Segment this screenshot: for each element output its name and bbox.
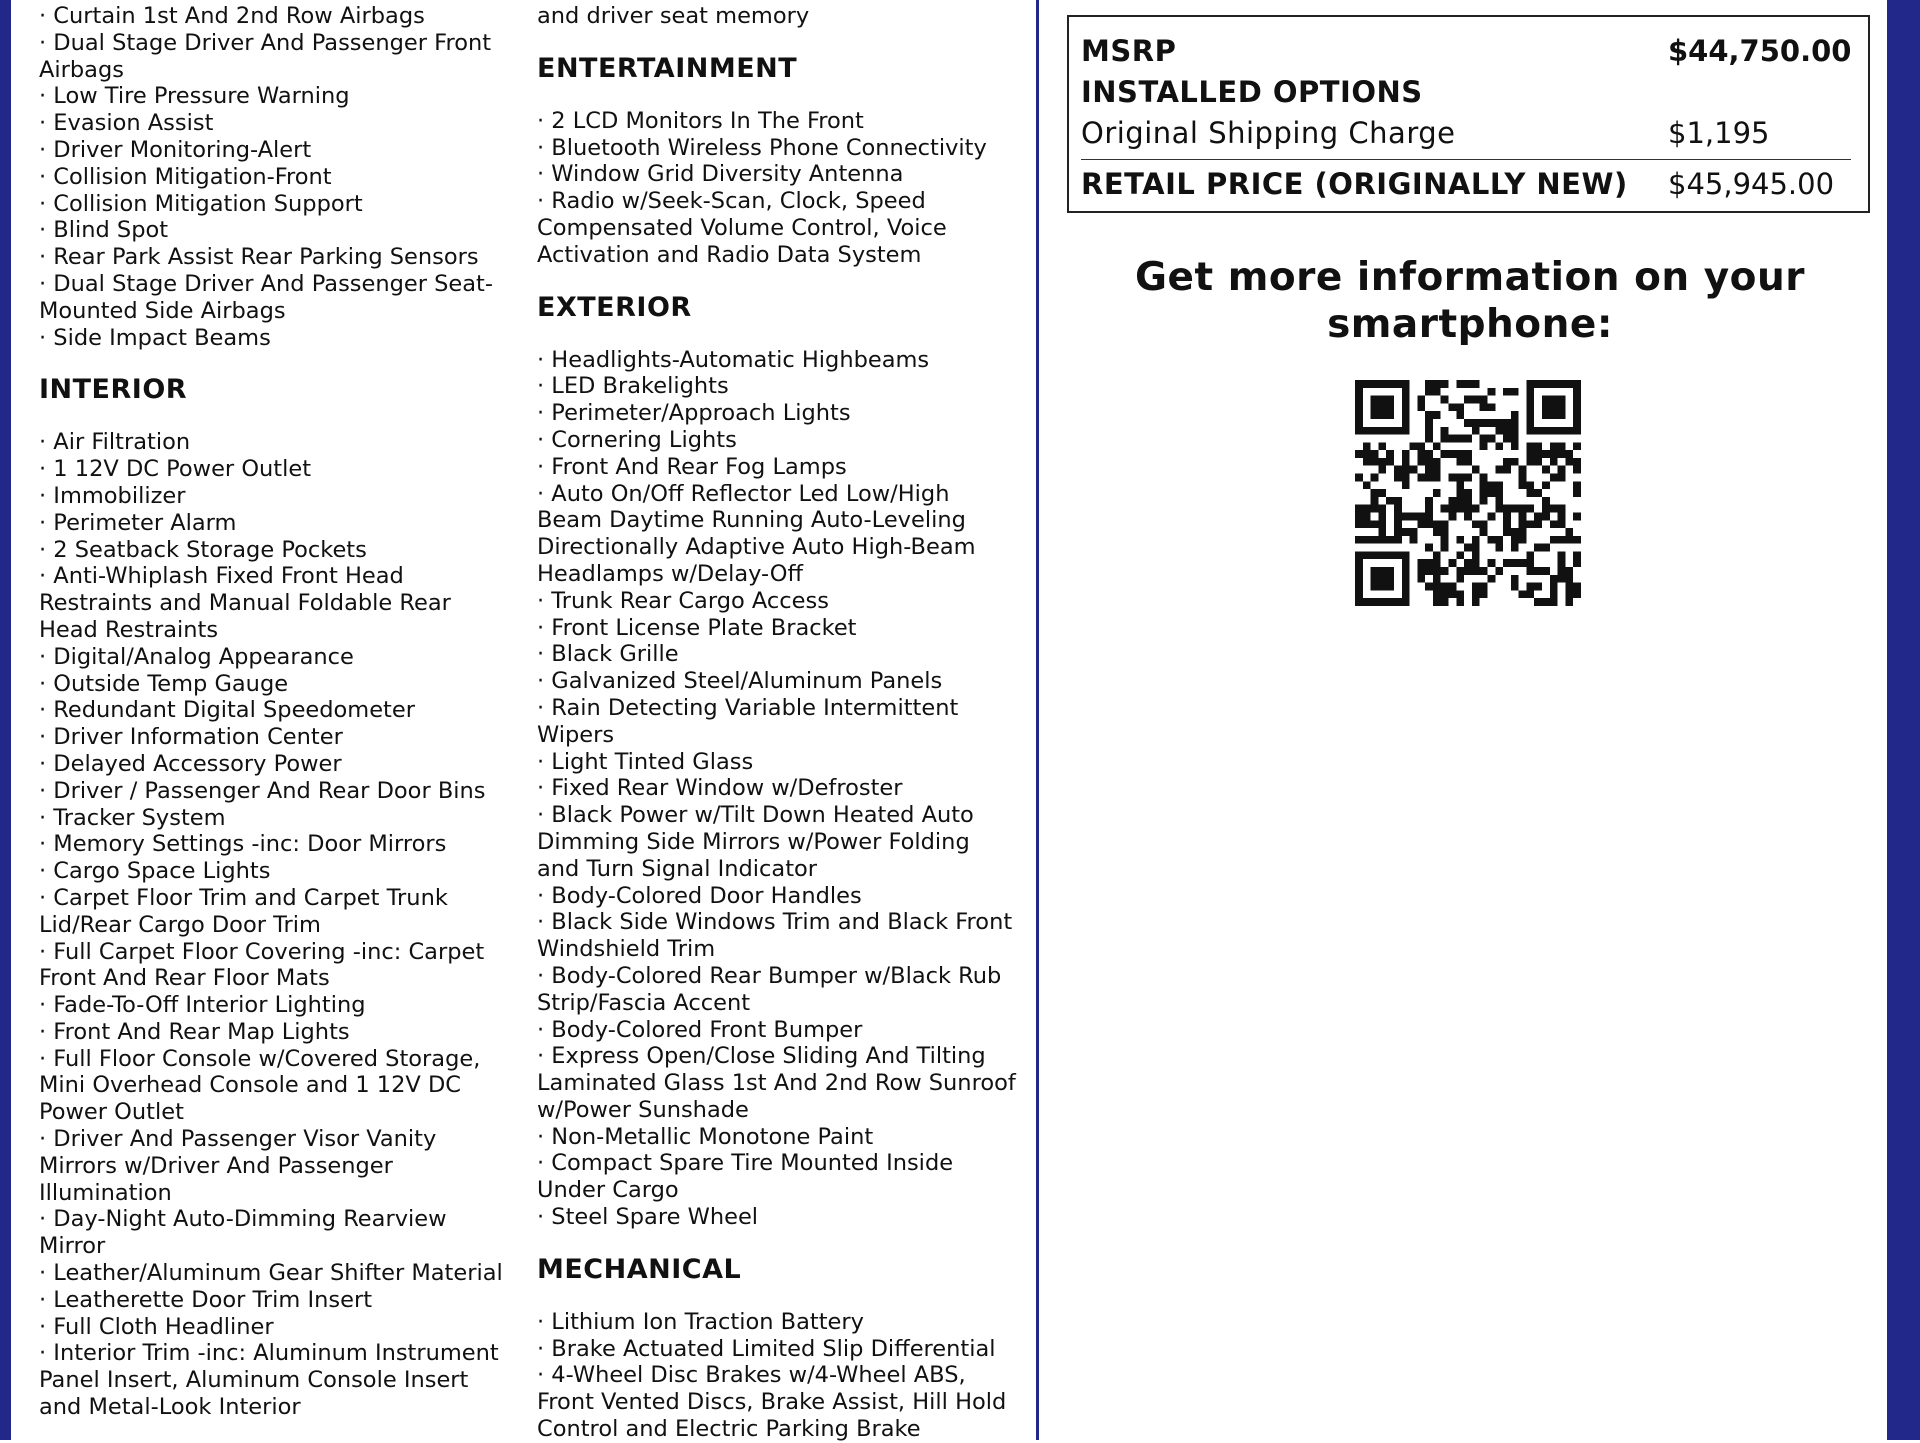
list-item: · Galvanized Steel/Aluminum Panels — [537, 668, 943, 695]
mechanical-list — [537, 1309, 1017, 1443]
entertainment-list — [537, 108, 1017, 269]
shipping-value: $1,195 — [1668, 116, 1770, 150]
mechanical-heading: MECHANICAL — [537, 1253, 742, 1285]
list-item: · Driver Monitoring-Alert — [39, 136, 312, 163]
price-divider — [1081, 159, 1851, 160]
list-item: · Fade-To-Off Interior Lighting — [39, 992, 366, 1019]
list-item: · Compact Spare Tire Mounted Inside Under Cargo — [537, 1150, 954, 1204]
list-item: · Anti-Whiplash Fixed Front Head Restraints and Manual Foldable Rear Head Restraints — [39, 563, 451, 643]
list-item: · Collision Mitigation Support — [39, 190, 363, 217]
list-item: · Front And Rear Fog Lamps — [537, 453, 847, 480]
entertainment-heading: ENTERTAINMENT — [537, 52, 798, 84]
list-item: and driver seat memory — [537, 3, 810, 29]
list-item: · Curtain 1st And 2nd Row Airbags — [39, 3, 425, 29]
list-item: · Driver And Passenger Visor Vanity Mirrors w/Driver And Passenger Illumination — [39, 1126, 437, 1206]
list-item: · Tracker System — [39, 804, 226, 831]
interior-list — [39, 429, 509, 1420]
msrp-label: MSRP — [1081, 34, 1177, 68]
retail-row — [1081, 164, 1851, 205]
list-item: · Steel Spare Wheel — [537, 1204, 759, 1231]
list-item: · Immobilizer — [39, 482, 186, 509]
list-item: · Trunk Rear Cargo Access — [537, 587, 829, 614]
list-item: · Collision Mitigation-Front — [39, 163, 332, 190]
list-item: · 4-Wheel Disc Brakes w/4-Wheel ABS, Front Vented Discs, Brake Assist, Hill Hold Control and Electric Parking Brake — [537, 1362, 1007, 1443]
column-divider — [1036, 0, 1039, 1440]
list-item: · Leatherette Door Trim Insert — [39, 1286, 373, 1313]
features-column-left — [39, 3, 509, 1421]
info-title-line1: Get more information on your — [1135, 255, 1805, 300]
list-item: · Driver / Passenger And Rear Door Bins — [39, 777, 486, 804]
qr-code-icon[interactable] — [1355, 380, 1581, 606]
list-item: · Radio w/Seek-Scan, Clock, Speed Compensated Volume Control, Voice Activation and Radio Data System — [537, 188, 947, 268]
list-item: · Low Tire Pressure Warning — [39, 83, 350, 110]
list-item: · Perimeter Alarm — [39, 509, 237, 536]
list-item: · Side Impact Beams — [39, 324, 271, 351]
list-item: · Full Floor Console w/Covered Storage, Mini Overhead Console and 1 12V DC Power Outlet — [39, 1045, 481, 1126]
list-item: · 2 Seatback Storage Pockets — [39, 536, 367, 563]
list-item: · Front License Plate Bracket — [537, 614, 857, 641]
installed-options-row — [1081, 72, 1851, 113]
list-item: · Delayed Accessory Power — [39, 750, 342, 777]
exterior-heading: EXTERIOR — [537, 291, 692, 323]
installed-options-label: INSTALLED OPTIONS — [1081, 75, 1423, 109]
list-item: · Day-Night Auto-Dimming Rearview Mirror — [39, 1206, 447, 1260]
list-item: · Dual Stage Driver And Passenger Front Airbags — [39, 29, 492, 83]
smartphone-info-title — [1070, 254, 1870, 348]
list-item: · Outside Temp Gauge — [39, 670, 289, 697]
list-item: · 1 12V DC Power Outlet — [39, 456, 312, 483]
retail-label: RETAIL PRICE (ORIGINALLY NEW) — [1081, 167, 1628, 201]
list-item: · Bluetooth Wireless Phone Connectivity — [537, 134, 987, 161]
msrp-value: $44,750.00 — [1668, 34, 1852, 68]
list-item: · Body-Colored Front Bumper — [537, 1016, 863, 1043]
list-item: · Driver Information Center — [39, 724, 343, 751]
list-item: · 2 LCD Monitors In The Front — [537, 107, 864, 134]
retail-value: $45,945.00 — [1668, 167, 1835, 201]
list-item: · Memory Settings -inc: Door Mirrors — [39, 831, 447, 858]
list-item: · Fixed Rear Window w/Defroster — [537, 775, 903, 802]
list-item: · Redundant Digital Speedometer — [39, 697, 415, 724]
info-title-line2: smartphone: — [1327, 302, 1613, 347]
list-item: · Body-Colored Door Handles — [537, 882, 862, 909]
shipping-row — [1081, 113, 1851, 154]
left-border — [0, 0, 11, 1440]
list-item: · Brake Actuated Limited Slip Differential — [537, 1335, 996, 1362]
list-item: · Air Filtration — [39, 429, 191, 456]
list-item: · Full Cloth Headliner — [39, 1313, 274, 1340]
price-summary-box — [1067, 15, 1870, 213]
exterior-list — [537, 347, 1017, 1231]
msrp-row — [1081, 31, 1851, 72]
right-border — [1887, 0, 1920, 1440]
list-item: · Leather/Aluminum Gear Shifter Material — [39, 1260, 503, 1287]
list-item: · Auto On/Off Reflector Led Low/High Beam Daytime Running Auto-Leveling Directionally Adaptive Auto High-Beam Headlamps w/Delay-Off — [537, 480, 976, 587]
list-item: · Full Carpet Floor Covering -inc: Carpet Front And Rear Floor Mats — [39, 938, 485, 992]
shipping-label: Original Shipping Charge — [1081, 116, 1456, 150]
features-column-middle — [537, 3, 1017, 1443]
safety-list — [39, 3, 509, 351]
list-item: · Non-Metallic Monotone Paint — [537, 1123, 874, 1150]
list-item: · Carpet Floor Trim and Carpet Trunk Lid/Rear Cargo Door Trim — [39, 884, 448, 938]
list-item: · Evasion Assist — [39, 110, 214, 137]
list-item: · Headlights-Automatic Highbeams — [537, 346, 930, 373]
interior-heading: INTERIOR — [39, 374, 188, 406]
list-item: · Digital/Analog Appearance — [39, 643, 354, 670]
list-item: · Front And Rear Map Lights — [39, 1018, 350, 1045]
list-item: · Window Grid Diversity Antenna — [537, 161, 904, 188]
list-item: · Black Grille — [537, 641, 679, 668]
list-item: · Black Power w/Tilt Down Heated Auto Dimming Side Mirrors w/Power Folding and Turn Signal Indicator — [537, 802, 974, 882]
list-item: · Light Tinted Glass — [537, 748, 754, 775]
list-item: · Rain Detecting Variable Intermittent Wipers — [537, 694, 959, 748]
list-item: · LED Brakelights — [537, 373, 729, 400]
list-item: · Black Side Windows Trim and Black Front Windshield Trim — [537, 909, 1013, 963]
list-item: · Rear Park Assist Rear Parking Sensors — [39, 244, 479, 271]
list-item: · Blind Spot — [39, 217, 169, 244]
list-item: · Cargo Space Lights — [39, 858, 271, 885]
list-item: · Cornering Lights — [537, 426, 737, 453]
list-item: · Express Open/Close Sliding And Tilting Laminated Glass 1st And 2nd Row Sunroof w/Power Sunshade — [537, 1043, 1016, 1123]
list-item: · Dual Stage Driver And Passenger Seat-Mounted Side Airbags — [39, 270, 493, 324]
list-item: · Interior Trim -inc: Aluminum Instrument Panel Insert, Aluminum Console Insert and Metal-Look Interior — [39, 1340, 499, 1421]
list-item: · Lithium Ion Traction Battery — [537, 1308, 864, 1335]
list-item: · Body-Colored Rear Bumper w/Black Rub Strip/Fascia Accent — [537, 962, 1002, 1016]
list-item: · Perimeter/Approach Lights — [537, 400, 851, 427]
